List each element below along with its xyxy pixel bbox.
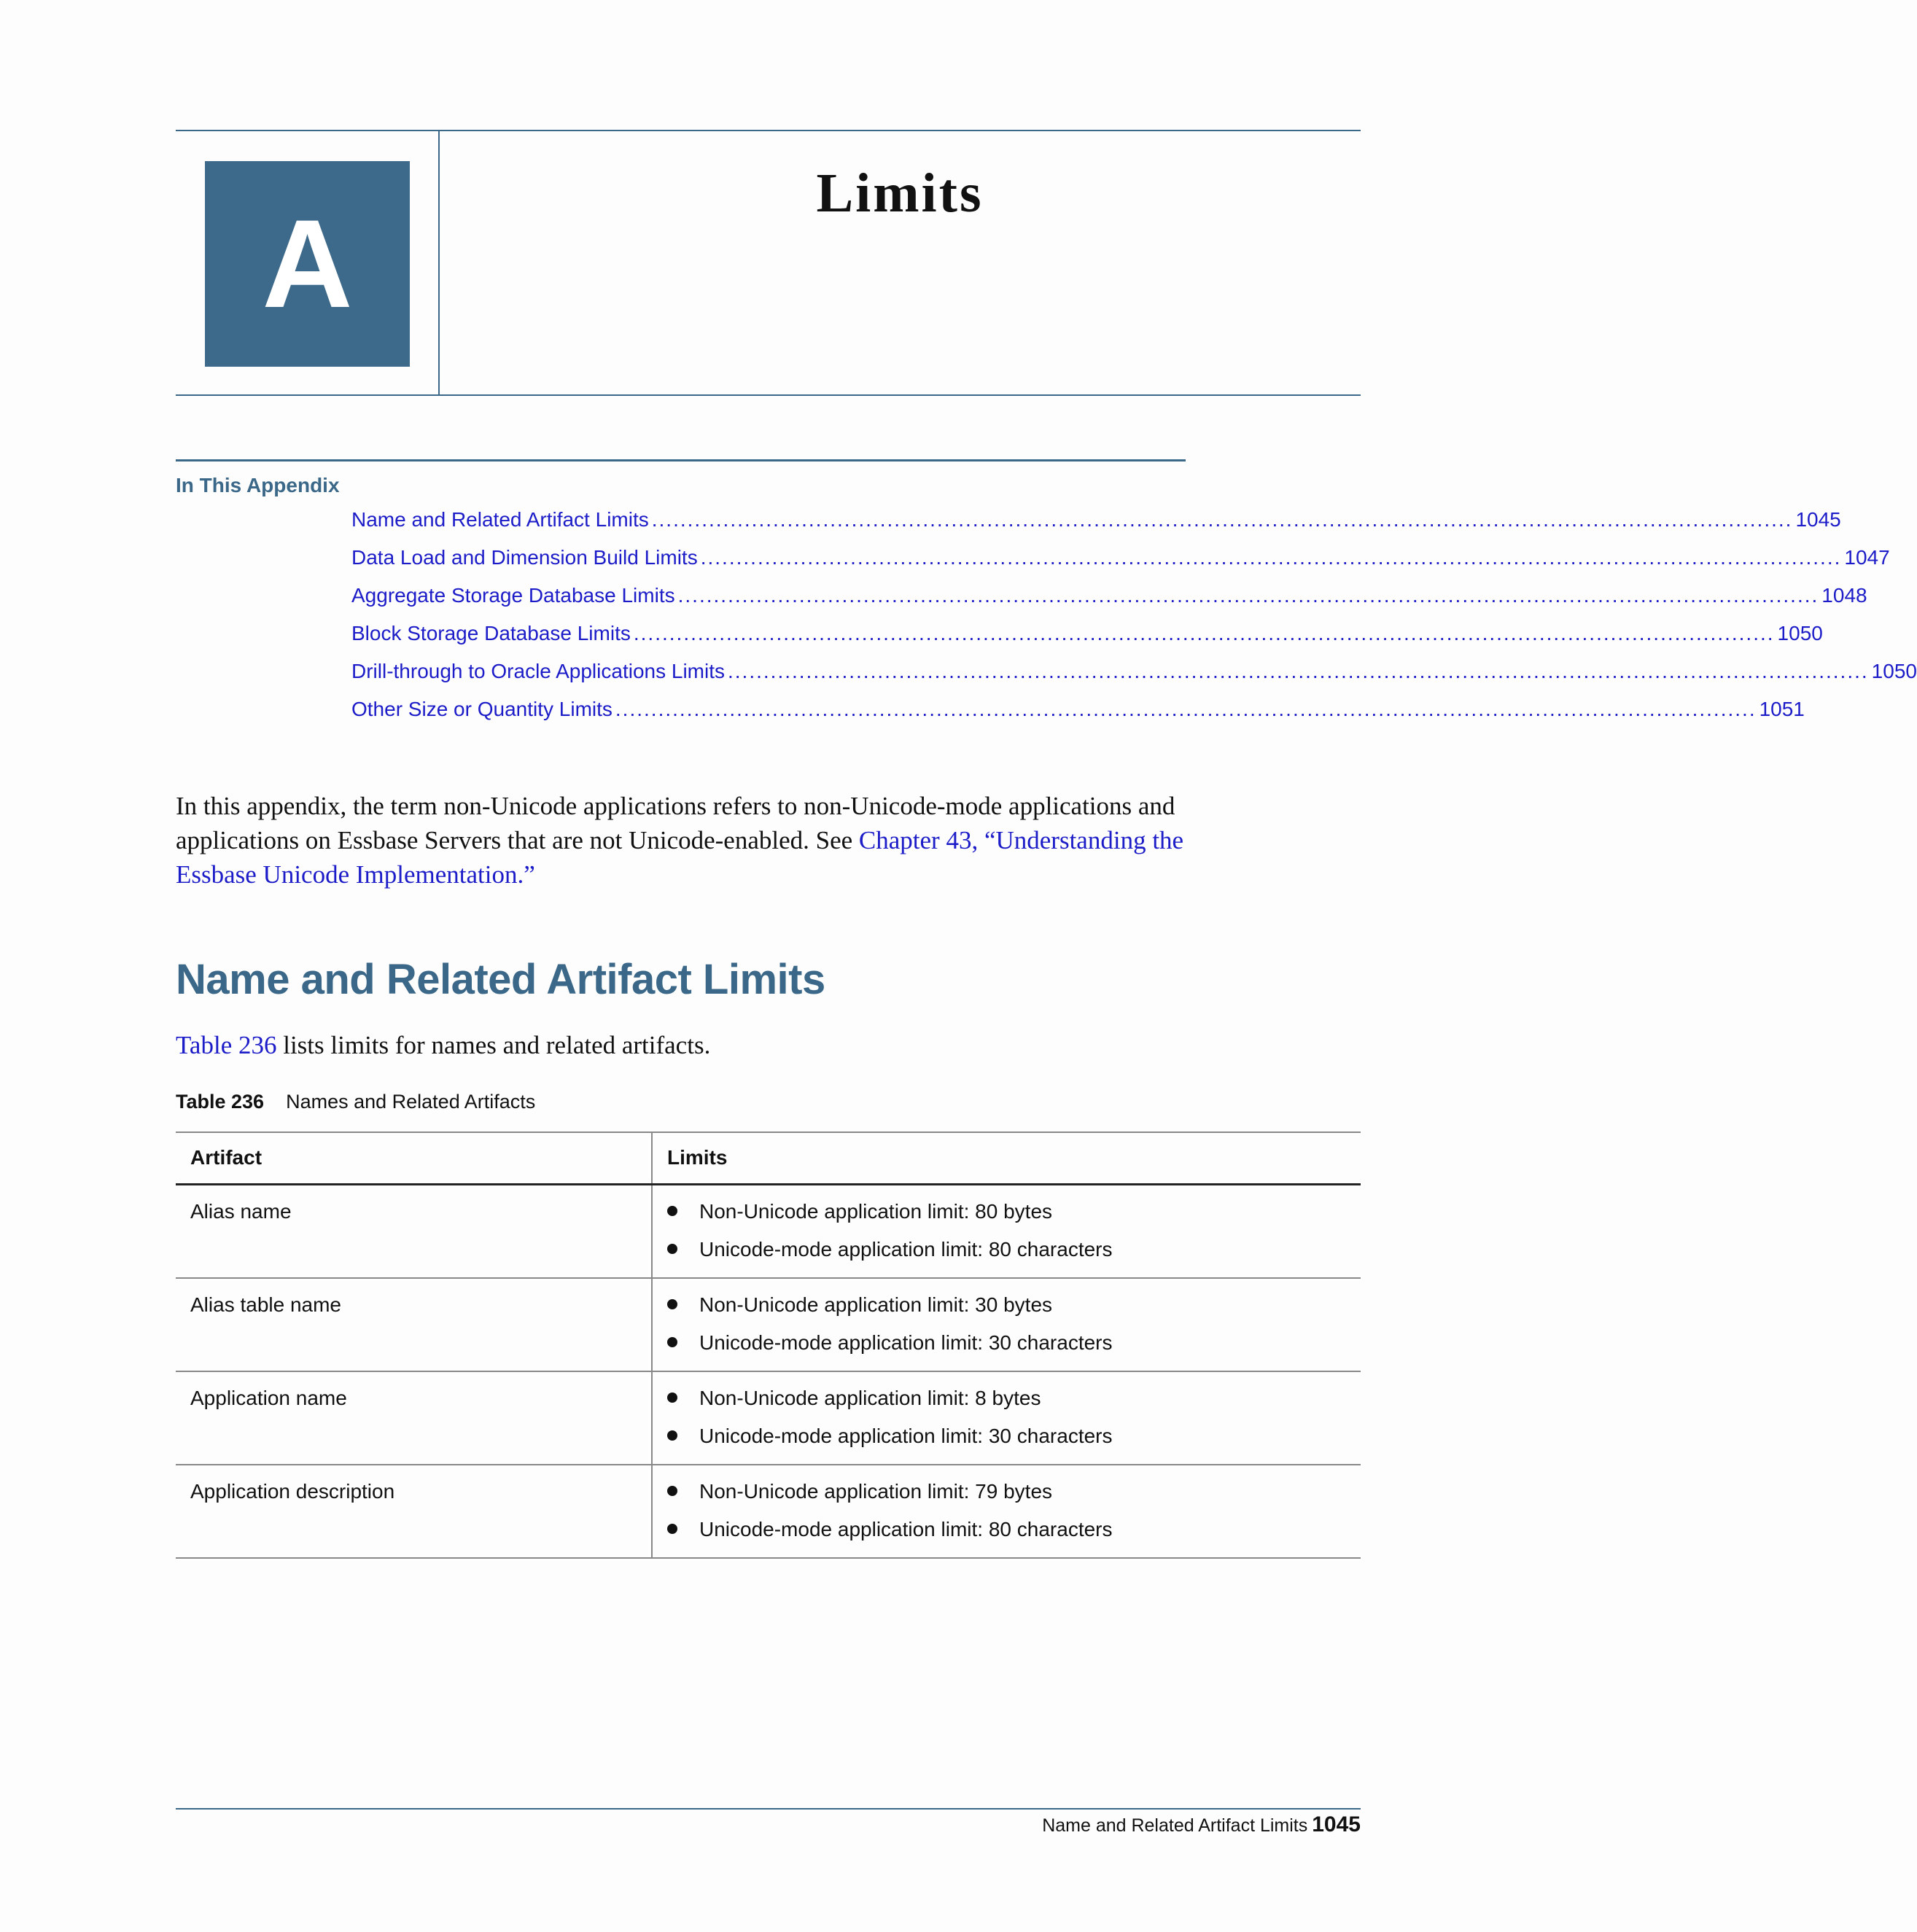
toc-leader-dots: ................................................................................................................................................................ bbox=[615, 698, 1757, 720]
bullet-icon bbox=[667, 1486, 677, 1496]
toc-item-page[interactable]: 1047 bbox=[1844, 546, 1890, 569]
toc-item-label[interactable]: Name and Related Artifact Limits bbox=[351, 508, 649, 531]
table-row bbox=[176, 1279, 1361, 1372]
intro-text: In this appendix, the term non-Unicode applications refers to non-Unicode-mode applications and applications on Essbase Servers that are not Unicode-enabled. See bbox=[176, 792, 1175, 854]
toc-leader-dots: ................................................................................................................................................................ bbox=[633, 622, 1775, 644]
column-header-limits: Limits bbox=[667, 1146, 728, 1169]
limit-item bbox=[667, 1238, 1361, 1276]
toc-item[interactable] bbox=[351, 508, 1841, 546]
limits-cell bbox=[653, 1465, 1361, 1557]
toc-item-page[interactable]: 1048 bbox=[1821, 584, 1867, 607]
bullet-icon bbox=[667, 1337, 677, 1347]
limit-text: Unicode-mode application limit: 30 characters bbox=[699, 1331, 1113, 1354]
appendix-heading: In This Appendix bbox=[176, 474, 340, 496]
toc-leader-dots: ................................................................................................................................................................ bbox=[651, 508, 1793, 531]
table-row bbox=[176, 1185, 1361, 1279]
toc-item-label[interactable]: Block Storage Database Limits bbox=[351, 622, 631, 644]
toc-item-page[interactable]: 1051 bbox=[1759, 698, 1805, 720]
limit-text: Unicode-mode application limit: 30 characters bbox=[699, 1425, 1113, 1447]
limit-item bbox=[667, 1480, 1361, 1518]
toc-item-label[interactable]: Drill-through to Oracle Applications Limits bbox=[351, 660, 725, 682]
toc-item-page[interactable]: 1045 bbox=[1795, 508, 1841, 531]
section-heading: Name and Related Artifact Limits bbox=[176, 956, 825, 1003]
artifact-cell: Application name bbox=[176, 1372, 653, 1464]
bullet-icon bbox=[667, 1299, 677, 1309]
limits-cell bbox=[653, 1279, 1361, 1371]
toc-item[interactable] bbox=[351, 698, 1805, 736]
page-number: 1045 bbox=[1312, 1812, 1361, 1836]
footer-section-title: Name and Related Artifact Limits bbox=[1042, 1815, 1308, 1836]
limit-text: Unicode-mode application limit: 80 characters bbox=[699, 1518, 1113, 1540]
appendix-toc bbox=[351, 508, 1917, 736]
limit-text: Non-Unicode application limit: 79 bytes bbox=[699, 1480, 1053, 1503]
toc-leader-dots: ................................................................................................................................................................ bbox=[677, 584, 1819, 607]
toc-item-label[interactable]: Aggregate Storage Database Limits bbox=[351, 584, 675, 607]
table-row bbox=[176, 1372, 1361, 1465]
bullet-icon bbox=[667, 1244, 677, 1254]
toc-item[interactable] bbox=[351, 622, 1823, 660]
toc-item[interactable] bbox=[351, 584, 1867, 622]
table-236-link[interactable]: Table 236 bbox=[176, 1031, 277, 1059]
limit-item bbox=[667, 1518, 1361, 1556]
limit-text: Non-Unicode application limit: 8 bytes bbox=[699, 1387, 1041, 1409]
limit-text: Unicode-mode application limit: 80 characters bbox=[699, 1238, 1113, 1261]
bullet-icon bbox=[667, 1392, 677, 1403]
toc-item-label[interactable]: Other Size or Quantity Limits bbox=[351, 698, 613, 720]
limit-text: Non-Unicode application limit: 30 bytes bbox=[699, 1293, 1053, 1316]
chapter-letter: A bbox=[262, 194, 353, 334]
section-intro bbox=[176, 1028, 1189, 1062]
limit-item bbox=[667, 1331, 1361, 1369]
section-intro-text: lists limits for names and related artifacts. bbox=[276, 1031, 711, 1059]
header-top-rule bbox=[176, 130, 1361, 131]
bullet-icon bbox=[667, 1524, 677, 1534]
intro-paragraph bbox=[176, 789, 1189, 892]
limit-item bbox=[667, 1293, 1361, 1331]
chapter-title: Limits bbox=[816, 163, 984, 224]
toc-item[interactable] bbox=[351, 660, 1917, 698]
bullet-icon bbox=[667, 1430, 677, 1441]
limit-text: Non-Unicode application limit: 80 bytes bbox=[699, 1200, 1053, 1223]
toc-leader-dots: ................................................................................................................................................................ bbox=[727, 660, 1869, 682]
limits-table bbox=[176, 1131, 1361, 1559]
table-caption-title: Names and Related Artifacts bbox=[286, 1091, 536, 1113]
page-footer bbox=[1042, 1812, 1361, 1837]
artifact-cell: Alias table name bbox=[176, 1279, 653, 1371]
column-header-artifact: Artifact bbox=[176, 1133, 653, 1183]
footer-rule bbox=[176, 1808, 1361, 1810]
chapter-43-link[interactable]: Chapter 43, “Understanding the Essbase Unicode Implementation.” bbox=[176, 826, 1184, 889]
appendix-rule bbox=[176, 459, 1186, 461]
table-header-row bbox=[176, 1131, 1361, 1185]
toc-item-page[interactable]: 1050 bbox=[1871, 660, 1917, 682]
toc-item-label[interactable]: Data Load and Dimension Build Limits bbox=[351, 546, 698, 569]
limit-item bbox=[667, 1200, 1361, 1238]
limits-cell bbox=[653, 1185, 1361, 1277]
toc-leader-dots: ................................................................................................................................................................ bbox=[700, 546, 1842, 569]
header-bottom-rule bbox=[176, 394, 1361, 396]
limit-item bbox=[667, 1387, 1361, 1425]
artifact-cell: Alias name bbox=[176, 1185, 653, 1277]
table-row bbox=[176, 1465, 1361, 1559]
limits-cell bbox=[653, 1372, 1361, 1464]
table-caption-number: Table 236 bbox=[176, 1091, 265, 1113]
toc-item[interactable] bbox=[351, 546, 1890, 584]
toc-item-page[interactable]: 1050 bbox=[1777, 622, 1823, 644]
bullet-icon bbox=[667, 1206, 677, 1216]
table-caption bbox=[176, 1091, 535, 1113]
limit-item bbox=[667, 1425, 1361, 1462]
chapter-letter-box bbox=[205, 161, 410, 367]
artifact-cell: Application description bbox=[176, 1465, 653, 1557]
